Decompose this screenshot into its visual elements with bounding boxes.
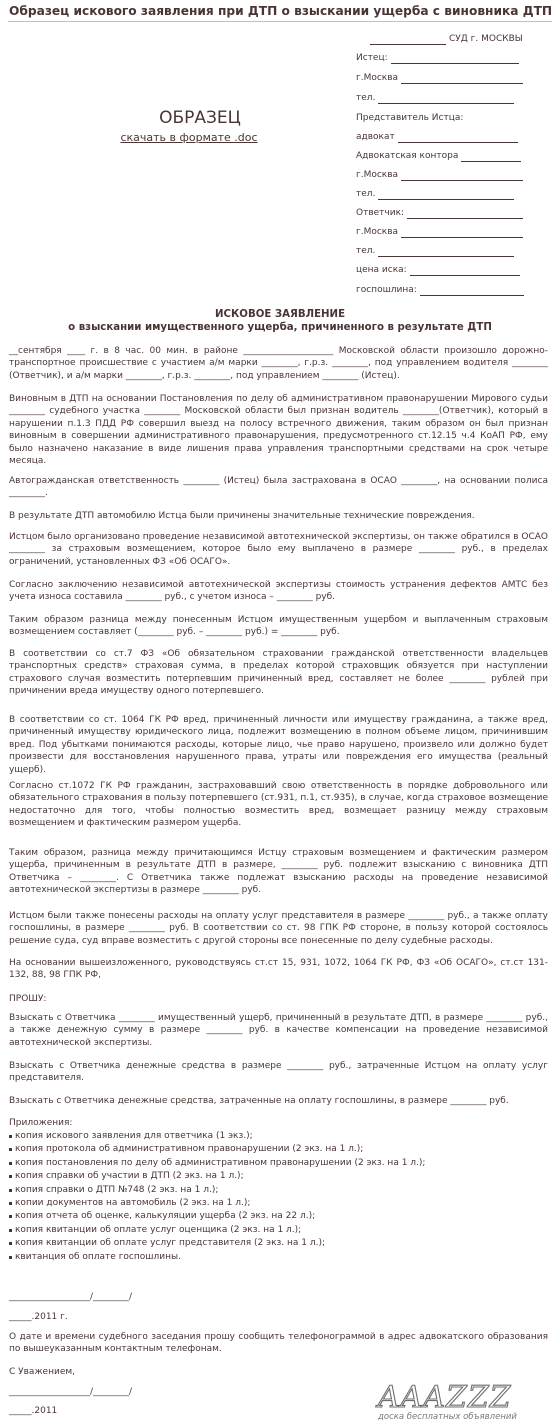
- paragraph-guilty: Виновным в ДТП на основании Постановления по делу об административном правонарушении Мирового судьи ________ судебного участка ________ Московской области был признан водитель ________(Ответчик), который в нарушении п.1.3 ПДД РФ совершил выезд на полосу встречного движения, таким образом он был признан виновным в совершении административного правонарушения, предусмотренного ст.12.15 ч.4 КоАП РФ, ему было назначено наказание в виде лишения права управления транспортными средствами на срок четыре месяца.: [9, 394, 548, 467]
- plaintiff-city-label: г.Москва: [356, 72, 399, 83]
- bar-blank: [461, 151, 521, 162]
- bar-phone-label: тел.: [356, 188, 376, 199]
- bar-city-label: г.Москва: [356, 169, 399, 180]
- list-item: копия протокола об административном правонарушении (2 экз. на 1 л.);: [9, 1143, 549, 1156]
- sample-label: ОБРАЗЕЦ: [159, 108, 241, 128]
- paragraph-request: ПРОШУ:: [9, 994, 47, 1004]
- defendant-blank: [407, 208, 523, 219]
- bullet-icon: [9, 1189, 12, 1192]
- claim-price-blank: [410, 265, 520, 276]
- bar-city-blank: [401, 170, 523, 181]
- date-line-2: _____.2011: [9, 1406, 58, 1416]
- bullet-icon: [9, 1162, 12, 1165]
- signature-line-2: __________________/________/: [9, 1387, 133, 1397]
- paragraph-article-1072: Согласно ст.1072 ГК РФ гражданин, застраховавший свою ответственность в порядке добровольного или обязательного страхования в пользу потерпевшего (ст.931, п.1, ст.935), в случае, когда страховое возмещение недостаточно для того, чтобы полностью возместить вред, возмещает разницу между страховым возмещением и фактическим размером ущерба.: [9, 781, 548, 829]
- plaintiff-line: [356, 50, 519, 64]
- bullet-icon: [9, 1215, 12, 1218]
- bar-city-line: [356, 167, 523, 181]
- claim-price-label: цена иска:: [356, 264, 407, 275]
- court-label: СУД г. МОСКВЫ: [449, 33, 523, 44]
- attachments-list: [9, 1130, 549, 1264]
- regards-line: С Уважением,: [9, 1367, 76, 1377]
- plaintiff-label: Истец:: [356, 52, 388, 63]
- defendant-label: Ответчик:: [356, 207, 405, 218]
- duty-label: госпошлина:: [356, 284, 417, 295]
- defendant-city-label: г.Москва: [356, 226, 399, 237]
- paragraph-article-1064: В соответствии со ст. 1064 ГК РФ вред, причиненный личности или имуществу гражданина, а также вред, причиненный имуществу юридического лица, подлежит возмещению в полном объеме лицом, причинившим вред. Под убытками понимаются расходы, которые лицо, чье право нарушено, произвело или должно будет произвести для восстановления нарушенного права, утраты или повреждения его имущества (реальный ущерб).: [9, 715, 548, 775]
- plaintiff-city-blank: [401, 73, 523, 84]
- defendant-phone-blank: [378, 246, 514, 257]
- court-line: [370, 31, 523, 45]
- bar-phone-blank: [378, 189, 514, 200]
- bullet-icon: [9, 1242, 12, 1245]
- date-line-1: _____.2011 г.: [9, 1312, 68, 1322]
- duty-line: [356, 282, 524, 296]
- paragraph-insurance: Автогражданская ответственность ________ (Истец) была застрахована в ОСАО ________, на основании полиса ________.: [9, 476, 548, 499]
- page-title: Образец искового заявления при ДТП о взыскании ущерба с виновника ДТП: [9, 4, 553, 18]
- bullet-icon: [9, 1148, 12, 1151]
- representative-label: Представитель Истца:: [356, 112, 464, 123]
- court-blank: [370, 34, 446, 45]
- plaintiff-phone-line: [356, 90, 514, 104]
- list-item: копия постановления по делу об административном правонарушении (2 экз. на 1 л.);: [9, 1157, 549, 1170]
- list-item: копия справки об участии в ДТП (2 экз. на 1 л.);: [9, 1170, 549, 1183]
- paragraph-damage: В результате ДТП автомобилю Истца были причинены значительные технические повреждения.: [9, 511, 475, 521]
- paragraph-demand-3: Взыскать с Ответчика денежные средства, затраченные на оплату госпошлины, в размере ________ руб.: [9, 1096, 509, 1106]
- defendant-phone-line: [356, 243, 514, 257]
- paragraph-demand-1: Взыскать с Ответчика ________ имущественный ущерб, причиненный в результате ДТП, в размере ________ руб., а также денежную сумму в размере ________ руб. в качестве компенсации на проведение независимой автотехнической экспертизы.: [9, 1013, 548, 1048]
- bullet-icon: [9, 1175, 12, 1178]
- plaintiff-phone-blank: [378, 93, 514, 104]
- watermark-subtitle: доска бесплатных объявлений: [378, 1412, 517, 1422]
- list-item: квитанция об оплате госпошлины.: [9, 1251, 549, 1264]
- claim-price-line: [356, 262, 520, 276]
- watermark-logo: [372, 1374, 550, 1422]
- list-item: копия искового заявления для ответчика (1 экз.);: [9, 1130, 549, 1143]
- bullet-icon: [9, 1202, 12, 1205]
- defendant-phone-label: тел.: [356, 245, 376, 256]
- list-item: копия отчета об оценке, калькуляции ущерба (2 экз. на 22 л.);: [9, 1210, 549, 1223]
- title-divider: [8, 21, 552, 22]
- lawyer-blank: [398, 132, 518, 143]
- paragraph-demand-2: Взыскать с Ответчика денежные средства в размере ________ руб., затраченные Истцом на оплату услуг представителя.: [9, 1061, 548, 1084]
- paragraph-grounds: На основании вышеизложенного, руководствуясь ст.ст 15, 931, 1072, 1064 ГК РФ, ФЗ «Об ОСАГО», ст.ст 131-132, 88, 98 ГПК РФ,: [9, 958, 548, 981]
- download-doc-link[interactable]: скачать в формате .doc: [120, 131, 258, 144]
- defendant-city-line: [356, 224, 523, 238]
- bullet-icon: [9, 1135, 12, 1138]
- defendant-line: [356, 205, 523, 219]
- list-item: копия справки о ДТП №748 (2 экз. на 1 л.);: [9, 1184, 549, 1197]
- list-item: копия квитанции об оплате услуг представителя (2 экз. на 1 л.);: [9, 1237, 549, 1250]
- paragraph-notice: О дате и времени судебного заседания прошу сообщить телефонограммой в адрес адвокатского образования по вышеуказанным контактным телефонам.: [9, 1332, 548, 1355]
- document-subtitle: о взыскании имущественного ущерба, причиненного в результате ДТП: [68, 322, 492, 333]
- duty-blank: [420, 285, 524, 296]
- paragraph-difference: Таким образом разница между понесенным Истцом имущественным ущербом и выплаченным страховым возмещением составляет (________ руб. – ________ руб.) = ________ руб.: [9, 615, 548, 638]
- plaintiff-phone-label: тел.: [356, 92, 376, 103]
- paragraph-recovery: Таким образом, разница между причитающимся Истцу страховым возмещением и фактическим размером ущерба, причиненным в результате ДТП в размере, ________ руб. подлежит взысканию с виновника ДТП Ответчика – ________. С Ответчика также подлежат взысканию расходы на проведение независимой автотехнической экспертизы в размере ________ руб.: [9, 848, 548, 896]
- list-item: копии документов на автомобиль (2 экз. на 1 л.);: [9, 1197, 549, 1210]
- representative-line: [356, 110, 463, 124]
- paragraph-accident: __сентября ____ г. в 8 час. 00 мин. в районе ____________________ Московской области произошло дорожно-транспортное происшествие с участием а/м марки ________, г.р.з. ________, под управлением водителя ________ (Ответчик), и а/м марки ________, г.р.з. ________, под управлением ________ (Истец).: [9, 346, 548, 381]
- bullet-icon: [9, 1229, 12, 1232]
- list-item: копия квитанции об оплате услуг оценщика (2 экз. на 1 л.);: [9, 1224, 549, 1237]
- bar-label: Адвокатская контора: [356, 150, 459, 161]
- paragraph-expertise: Истцом было организовано проведение независимой автотехнической экспертизы, он также обратился в ОСАО ________ за страховым возмещением, которое было ему выплачено в размере ________ руб., в пределах ограничений, установленных ФЗ «Об ОСАГО».: [9, 532, 548, 567]
- defendant-city-blank: [401, 227, 523, 238]
- paragraph-expenses: Истцом были также понесены расходы на оплату услуг представителя в размере ________ руб., а также оплату госпошлины, в размере ________ руб. В соответствии со ст. 98 ГПК РФ стороне, в пользу которой состоялось решение суда, суд вправе возместить с другой стороны все понесенные по делу судебные расходы.: [9, 911, 548, 946]
- plaintiff-blank: [391, 53, 519, 64]
- paragraph-article-7: В соответствии со ст.7 ФЗ «Об обязательном страховании гражданской ответственности владельцев транспортных средств» страховая сумма, в пределах которой страховщик обязуется при наступлении страхового случая возместить потерпевшим причиненный вред, составляет не более ________ рублей при причинении вреда имуществу одного потерпевшего.: [9, 649, 548, 697]
- document-title: ИСКОВОЕ ЗАЯВЛЕНИЕ: [214, 309, 346, 320]
- bar-line: [356, 148, 521, 162]
- paragraph-attachments-heading: Приложения:: [9, 1118, 73, 1128]
- lawyer-line: [356, 129, 518, 143]
- plaintiff-city-line: [356, 70, 523, 84]
- watermark-text: AAAZZZ: [378, 1380, 512, 1415]
- lawyer-label: адвокат: [356, 131, 395, 142]
- bullet-icon: [9, 1256, 12, 1259]
- bar-phone-line: [356, 186, 514, 200]
- signature-line-1: __________________/________/: [9, 1292, 133, 1302]
- paragraph-conclusion: Согласно заключению независимой автотехнической экспертизы стоимость устранения дефектов АМТС без учета износа составила ________ руб., с учетом износа – ________ руб.: [9, 580, 548, 603]
